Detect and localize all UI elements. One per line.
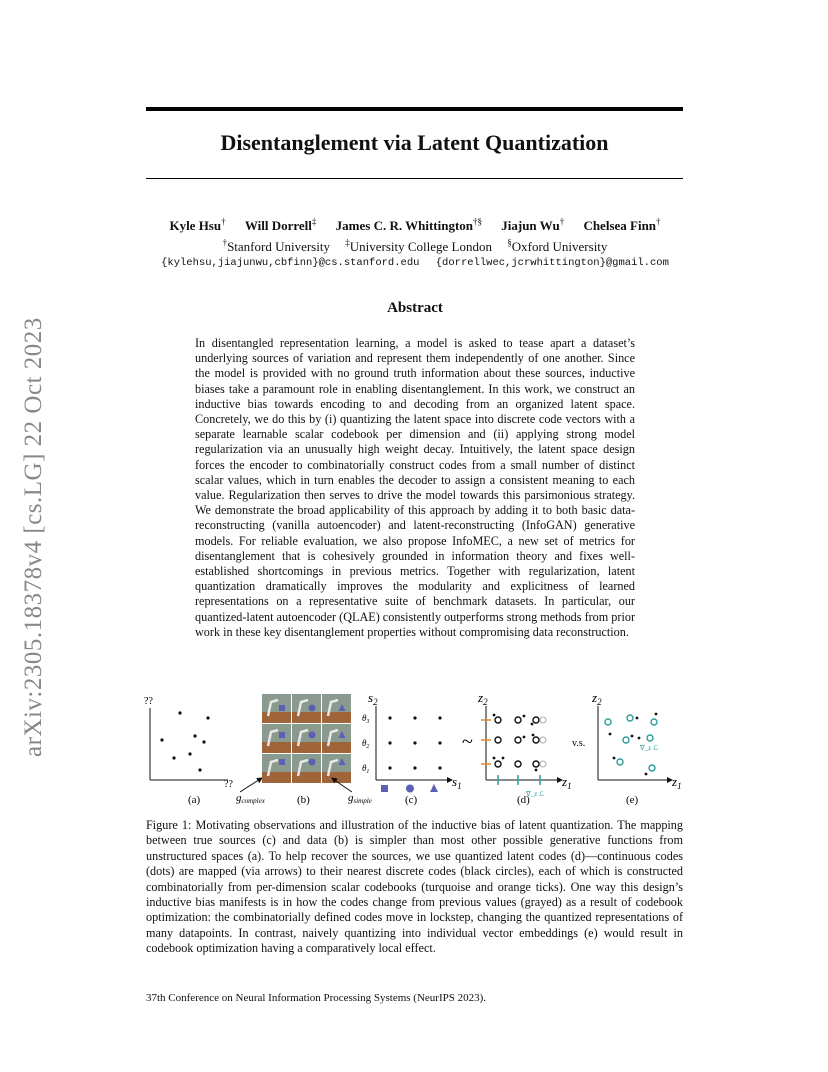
triangle-shape-icon [430,784,438,792]
image-thumbnail [322,694,351,723]
scatter-dots [160,711,209,771]
circle-shape-icon [406,785,414,793]
theta2-label: $\theta_2$ [362,738,370,750]
author: Jiajun Wu† [501,217,565,234]
gradient-label: ∇_z ℒ [526,790,545,798]
author-names [120,214,710,234]
arxiv-stamp: arXiv:2305.18378v4 [cs.LG] 22 Oct 2023 [20,317,47,757]
panel-label-b: (b) [297,794,310,806]
g-simple-label: gsimple [348,792,372,805]
conference-footnote: 37th Conference on Neural Information Processing Systems (NeurIPS 2023). [146,992,487,1004]
image-thumbnail [262,724,291,753]
theta1-label: $\theta_1$ [362,763,370,775]
panel-d [477,690,572,806]
g-complex-label: gcomplex [236,792,265,805]
panel-label-c: (c) [405,794,418,806]
emails [120,255,710,272]
axis-label-z1: $z_1$ [562,774,572,791]
author: Kyle Hsu† [169,217,226,234]
panel-b [262,694,351,783]
tilde-symbol: ~ [462,731,473,753]
paper-title: Disentanglement via Latent Quantization [220,130,609,155]
email: {kylehsu,jiajunwu,cbfinn}@cs.stanford.edu [161,256,420,269]
image-thumbnail [322,754,351,783]
author: Will Dorrell‡ [244,217,317,234]
affiliation: §Oxford University [507,237,608,254]
figure-caption: Figure 1: Motivating observations and illustration of the inductive bias of latent quantization. The mapping between true sources (c) and data (b) is simpler than most other possible generative functions from unstructured spaces (a). To help recover the sources, we use quantized latent codes (d)—continuous codes (dots) are mapped (via arrows) to their nearest discrete codes (black circles), each of which is constructed combinatorially from per-dimension scalar codebooks (turquoise and orange ticks). One way this design’s inductive bias manifests is in how the codes change from previous values (grayed) as a result of codebook optimization: the combinatorially defined codes move in lockstep, changing the quantized representations of many datapoints. In contrast, naively quantizing into individual vector embeddings (e) would result in codebook optimization having a comparatively local effect. [146,818,683,956]
theta3-label: $\theta_3$ [362,713,370,725]
panel-label-d: (d) [517,794,530,806]
email: {dorrellwec,jcrwhittington}@gmail.com [435,256,669,269]
source-grid-dots [388,716,441,769]
image-thumbnail [292,754,321,783]
affiliation: †Stanford University [222,237,330,254]
panel-label-e: (e) [626,794,639,806]
gradient-label: ∇_z ℒ [640,744,659,752]
axis-label-z2: $z_2$ [592,690,602,707]
vector-code-circles [605,715,657,771]
square-shape-icon [381,785,388,792]
figure-illustration [140,688,690,808]
previous-code-circles [540,717,546,767]
axis-label-s2: $s_2$ [368,690,378,707]
unknown-label: ?? [144,696,153,707]
axis-label-z1: $z_1$ [672,774,682,791]
affiliations [120,234,710,254]
image-thumbnail [292,724,321,753]
author-block [120,214,710,272]
panel-a [144,696,233,806]
bottom-rule [146,178,683,179]
author: Chelsea Finn† [583,217,661,234]
axis-label-z2: $z_2$ [478,690,488,707]
top-rule [146,107,683,111]
image-thumbnail [262,694,291,723]
panel-label-a: (a) [188,794,201,806]
panel-c [362,690,462,806]
figure-1 [140,688,690,808]
image-thumbnail [322,724,351,753]
versus-label: v.s. [572,738,586,749]
image-thumbnail [292,694,321,723]
affiliation: ‡University College London [345,237,492,254]
g-simple-arrow [332,778,372,805]
image-thumbnail [262,754,291,783]
abstract-heading: Abstract [387,300,443,316]
unknown-label: ?? [224,779,233,790]
abstract-body: In disentangled representation learning, a model is asked to tease apart a dataset’s underlying sources of variation and represent them independently of one another. Since the model is provided with no ground truth information about these sources, inductive biases take a paramount role in enabling disentanglement. In this work, we construct an inductive bias towards encoding to and decoding from an organized latent space. Concretely, we do this by (i) quantizing the latent space into discrete code vectors with a separate learnable scalar codebook per dimension and (ii) applying strong model regularization via an unusually high weight decay. Intuitively, the latent space design forces the encoder to combinatorially construct codes from a small number of distinct scalar values, which in turn enables the decoder to assign a consistent meaning to each value. Regularization then serves to drive the model towards this parsimonious strategy. We demonstrate the broad applicability of this approach by adding it to both basic data-reconstructing (vanilla autoencoder) and latent-reconstructing (InfoGAN) generative models. For reliable evaluation, we also propose InfoMEC, a new set of metrics for disentanglement that is cohesively grounded in information theory and fixes well-established shortcomings in previous metrics. Together with regularization, latent quantization dramatically improves the modularity and explicitness of learned representations on a representative suite of benchmark datasets. In particular, our quantized-latent autoencoder (QLAE) consistently outperforms strong methods from prior work in these key disentanglement properties without compromising data reconstruction. [195,336,635,639]
axis-label-s1: $s_1$ [452,774,462,791]
g-complex-arrow [236,778,266,805]
author: James C. R. Whittington†§ [335,217,483,234]
panel-e [591,690,682,806]
